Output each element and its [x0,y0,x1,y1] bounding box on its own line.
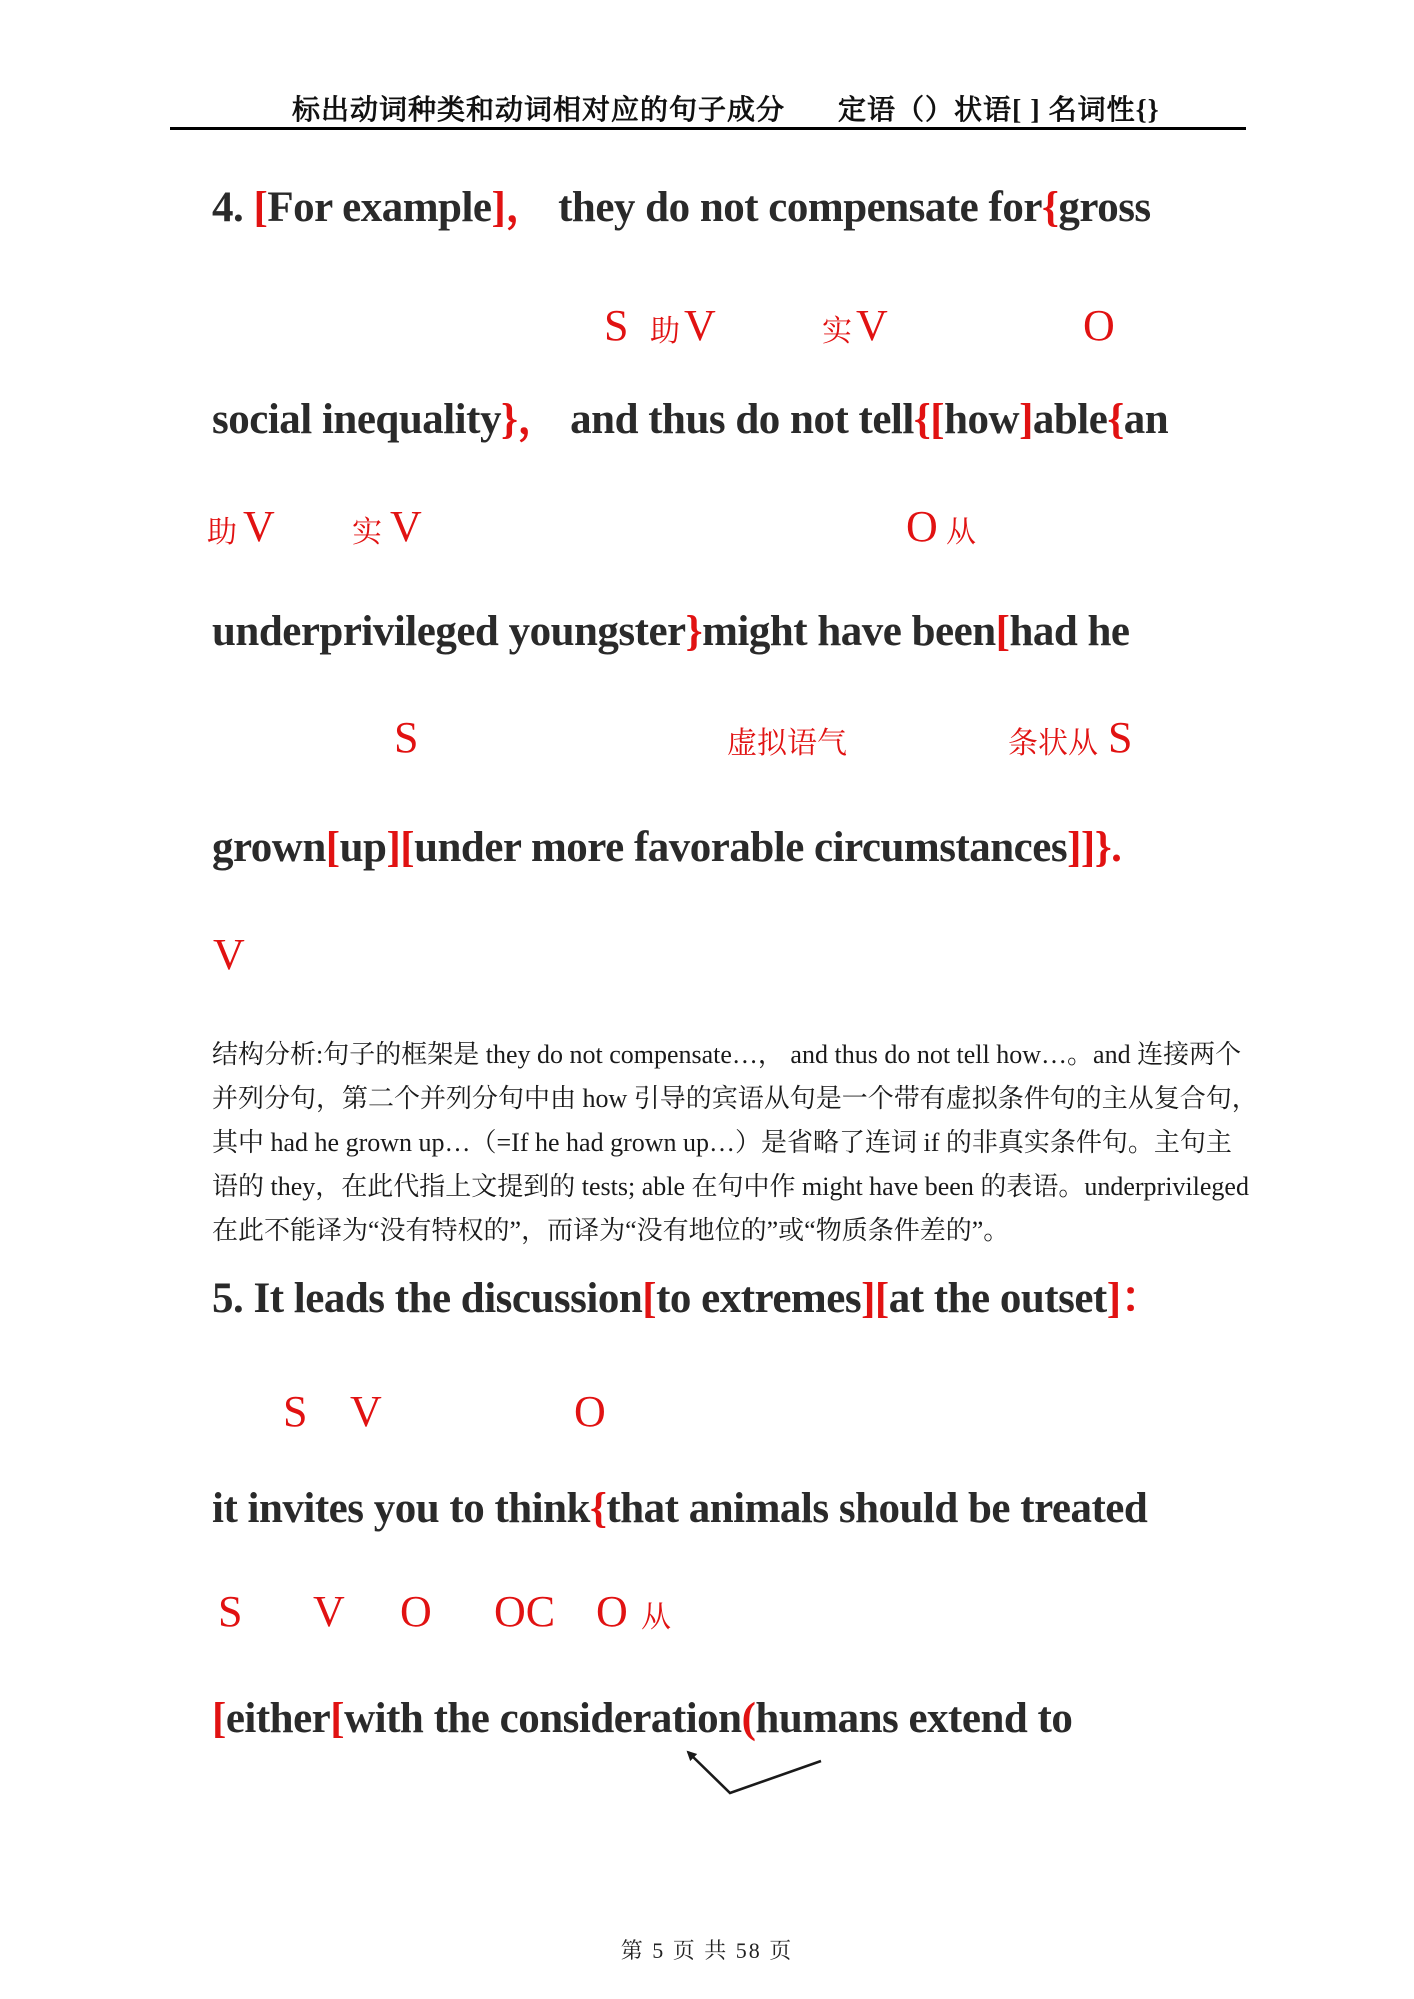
grammar-marker: V [350,1387,382,1436]
grammar-marker: V [243,502,275,551]
sentence-text: an [1123,396,1169,443]
grammar-marker: 助 [650,315,680,348]
analysis-line: 在此不能译为“没有特权的”，而译为“没有地位的”或“物质条件差的”。 [212,1216,1010,1245]
grammar-bracket: }， [500,396,560,443]
analysis-line: 结构分析:句子的框架是 they do not compensate…， and thus do not tell how…。and 连接两个 [212,1040,1242,1069]
sentence-text: up [339,824,387,871]
grammar-bracket: [ [642,1275,657,1322]
annotation-row-6 [0,1587,1414,1646]
grammar-bracket: { [1107,396,1124,443]
sentence-text: either [225,1695,331,1742]
grammar-marker: V [856,301,888,350]
grammar-marker: O [906,502,938,551]
sentence-5-line-1 [212,1274,1163,1323]
grammar-bracket: ]， [491,184,548,231]
grammar-marker: V [390,502,422,551]
grammar-marker: V [313,1587,345,1636]
grammar-bracket: ][ [861,1275,889,1322]
sentence-text: they do not compensate for [547,184,1042,231]
grammar-marker: V [684,301,716,350]
annotation-row-2 [0,502,1414,561]
grammar-bracket: [ [330,1695,345,1742]
grammar-marker: 从 [641,1601,671,1634]
grammar-marker: O [400,1587,432,1636]
sentence-text: able [1032,396,1108,443]
grammar-bracket: ： [1120,1275,1164,1322]
grammar-marker: S [218,1587,243,1636]
arrow-line [688,1752,821,1793]
sentence-4-line-4 [212,823,1121,872]
grammar-marker: 虚拟语气 [727,727,847,760]
grammar-marker: 助 [207,516,237,549]
grammar-marker: O [574,1387,606,1436]
sentence-text: with the consideration [344,1695,742,1742]
sentence-5-line-3 [212,1694,1072,1743]
sentence-text: humans extend to [755,1695,1073,1742]
grammar-bracket: ] [1106,1275,1121,1322]
sentence-text: 5. It leads the discussion [212,1275,643,1322]
grammar-bracket: ]]}. [1067,824,1122,871]
sentence-text: that animals should be treated [606,1485,1148,1532]
grammar-marker: S [394,713,419,762]
grammar-bracket: [ [995,608,1010,655]
grammar-bracket: [ [325,824,340,871]
hand-drawn-arrow [660,1738,850,1810]
header-title: 标出动词种类和动词相对应的句子成分 [292,95,786,126]
grammar-marker: 从 [946,516,976,549]
grammar-marker: S [1108,713,1133,762]
grammar-bracket: { [1041,184,1059,231]
grammar-marker: V [213,930,245,979]
grammar-bracket: } [685,608,703,655]
sentence-text: it invites you to think [212,1485,590,1532]
grammar-marker: S [604,301,629,350]
grammar-marker: O [1083,301,1115,350]
grammar-marker: 条状从 [1008,727,1098,760]
sentence-text: 4. [212,184,254,231]
header-legend: 定语（）状语[ ] 名词性{} [838,95,1160,126]
grammar-bracket: ( [741,1695,756,1742]
sentence-text: grown [212,824,326,871]
grammar-bracket: { [589,1485,607,1532]
grammar-bracket: ][ [386,824,415,871]
header-rule [170,127,1246,130]
annotation-row-1 [0,301,1414,360]
sentence-text: gross [1058,184,1151,231]
grammar-bracket: ] [1019,396,1033,443]
sentence-4-line-2 [212,395,1168,444]
sentence-4-line-3 [212,607,1130,656]
sentence-text: underprivileged youngster [212,608,686,655]
grammar-marker: 实 [822,315,852,348]
grammar-marker: O [596,1587,628,1636]
sentence-text: how [944,396,1020,443]
sentence-text: might have been [702,608,996,655]
analysis-line: 并列分句，第二个并列分句中由 how 引导的宾语从句是一个带有虚拟条件句的主从复合句， [212,1084,1258,1113]
sentence-text: For example [267,184,492,231]
sentence-4-line-1 [212,183,1151,232]
analysis-line: 语的 they，在此代指上文提到的 tests; able 在句中作 might have been 的表语。underprivileged [212,1172,1249,1201]
grammar-marker: S [283,1387,308,1436]
annotation-row-4 [0,930,1414,989]
grammar-bracket: {[ [913,396,945,443]
grammar-bracket: [ [253,184,268,231]
sentence-text: under more favorable circumstances [414,824,1068,871]
sentence-text: had he [1009,608,1130,655]
grammar-marker: OC [494,1587,556,1636]
analysis-line: 其中 had he grown up…（=If he had grown up…）是省略了连词 if 的非真实条件句。主句主 [212,1128,1232,1157]
sentence-text: to extremes [656,1275,862,1322]
grammar-bracket: [ [212,1695,226,1742]
page-number-footer: 第 5 页 共 58 页 [620,1938,794,1963]
annotation-row-3 [0,713,1414,772]
sentence-text: at the outset [888,1275,1107,1322]
sentence-text: social inequality [212,396,501,443]
annotation-row-5 [0,1387,1414,1446]
structure-analysis-paragraph [212,1033,1258,1253]
grammar-marker: 实 [352,516,382,549]
sentence-5-line-2 [212,1484,1147,1533]
sentence-text: and thus do not tell [559,396,914,443]
